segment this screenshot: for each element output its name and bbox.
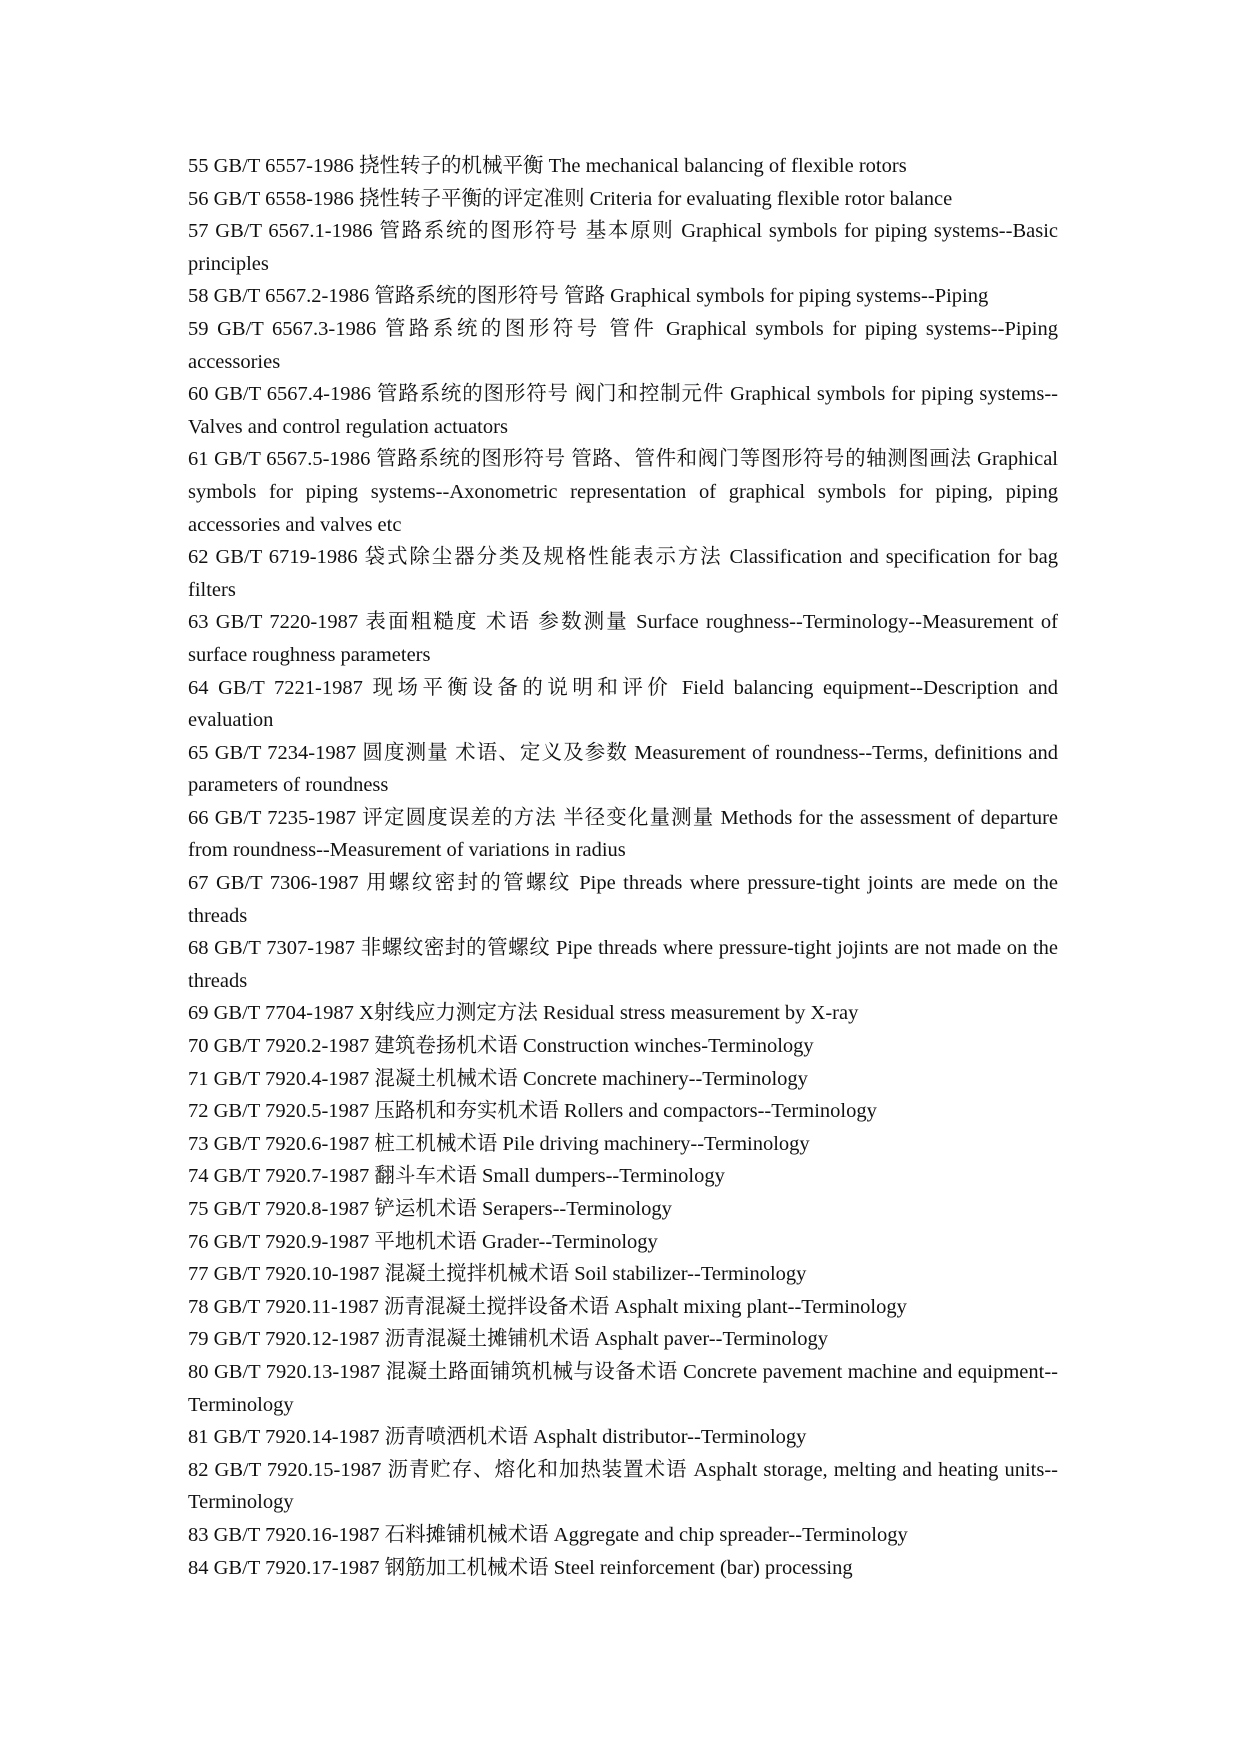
standard-entry: 72 GB/T 7920.5-1987 压路机和夯实机术语 Rollers and compactors--Terminology: [188, 1100, 877, 1123]
standard-entry: 57 GB/T 6567.1-1986 管路系统的图形符号 基本原则 Graphical symbols for piping systems--Basic principles: [188, 220, 1058, 275]
standard-entry: 64 GB/T 7221-1987 现场平衡设备的说明和评价 Field balancing equipment--Description and evaluation: [188, 676, 1058, 732]
standard-entry: 65 GB/T 7234-1987 圆度测量 术语、定义及参数 Measurement of roundness--Terms, definitions and parameters of roundness: [188, 741, 1058, 797]
standard-entry: 70 GB/T 7920.2-1987 建筑卷扬机术语 Construction winches-Terminology: [188, 1035, 814, 1058]
standard-entry: 68 GB/T 7307-1987 非螺纹密封的管螺纹 Pipe threads where pressure-tight jojints are not made on the threads: [188, 937, 1058, 992]
standard-entry: 73 GB/T 7920.6-1987 桩工机械术语 Pile driving machinery--Terminology: [188, 1132, 810, 1155]
standard-entry: 79 GB/T 7920.12-1987 沥青混凝土摊铺机术语 Asphalt paver--Terminology: [188, 1328, 829, 1351]
standard-entry: 71 GB/T 7920.4-1987 混凝土机械术语 Concrete machinery--Terminology: [188, 1067, 808, 1090]
standard-entry: 78 GB/T 7920.11-1987 沥青混凝土搅拌设备术语 Asphalt mixing plant--Terminology: [188, 1295, 907, 1318]
standard-entry: 59 GB/T 6567.3-1986 管路系统的图形符号 管件 Graphical symbols for piping systems--Piping accessories: [188, 317, 1058, 373]
standard-entry: 74 GB/T 7920.7-1987 翻斗车术语 Small dumpers--Terminology: [188, 1165, 725, 1188]
standard-entry: 84 GB/T 7920.17-1987 钢筋加工机械术语 Steel reinforcement (bar) processing: [188, 1556, 853, 1579]
standard-entry: 67 GB/T 7306-1987 用螺纹密封的管螺纹 Pipe threads where pressure-tight joints are mede on the threads: [188, 872, 1058, 927]
standard-entry: 61 GB/T 6567.5-1986 管路系统的图形符号 管路、管件和阀门等图形符号的轴测图画法 Graphical symbols for piping systems--Axonometric representation of graphical symbols for piping, piping accessories and valves etc: [188, 448, 1058, 536]
standard-entry: 69 GB/T 7704-1987 X射线应力测定方法 Residual stress measurement by X-ray: [188, 1002, 859, 1025]
standard-entry: 63 GB/T 7220-1987 表面粗糙度 术语 参数测量 Surface roughness--Terminology--Measurement of surface roughness parameters: [188, 611, 1058, 666]
standard-entry: 82 GB/T 7920.15-1987 沥青贮存、熔化和加热装置术语 Asphalt storage, melting and heating units--Terminology: [188, 1458, 1058, 1514]
standard-entry: 62 GB/T 6719-1986 袋式除尘器分类及规格性能表示方法 Classification and specification for bag filters: [188, 546, 1058, 601]
standard-entry: 81 GB/T 7920.14-1987 沥青喷洒机术语 Asphalt distributor--Terminology: [188, 1426, 807, 1449]
standard-entry: 76 GB/T 7920.9-1987 平地机术语 Grader--Terminology: [188, 1230, 658, 1253]
standard-entry: 77 GB/T 7920.10-1987 混凝土搅拌机械术语 Soil stabilizer--Terminology: [188, 1263, 807, 1286]
standard-entry: 83 GB/T 7920.16-1987 石料摊铺机械术语 Aggregate and chip spreader--Terminology: [188, 1523, 908, 1546]
standard-entry: 55 GB/T 6557-1986 挠性转子的机械平衡 The mechanical balancing of flexible rotors: [188, 155, 907, 177]
standard-entry: 58 GB/T 6567.2-1986 管路系统的图形符号 管路 Graphical symbols for piping systems--Piping: [188, 285, 989, 308]
standard-entry: 66 GB/T 7235-1987 评定圆度误差的方法 半径变化量测量 Methods for the assessment of departure from roundness--Measurement of variations in radius: [188, 806, 1058, 862]
document-page: [188, 150, 1058, 1584]
standard-entry: 56 GB/T 6558-1986 挠性转子平衡的评定准则 Criteria for evaluating flexible rotor balance: [188, 187, 953, 210]
standard-entry: 60 GB/T 6567.4-1986 管路系统的图形符号 阀门和控制元件 Graphical symbols for piping systems--Valves and control regulation actuators: [188, 383, 1058, 438]
standard-entry: 75 GB/T 7920.8-1987 铲运机术语 Serapers--Terminology: [188, 1198, 672, 1220]
standard-entry: 80 GB/T 7920.13-1987 混凝土路面铺筑机械与设备术语 Concrete pavement machine and equipment--Terminology: [188, 1360, 1058, 1416]
